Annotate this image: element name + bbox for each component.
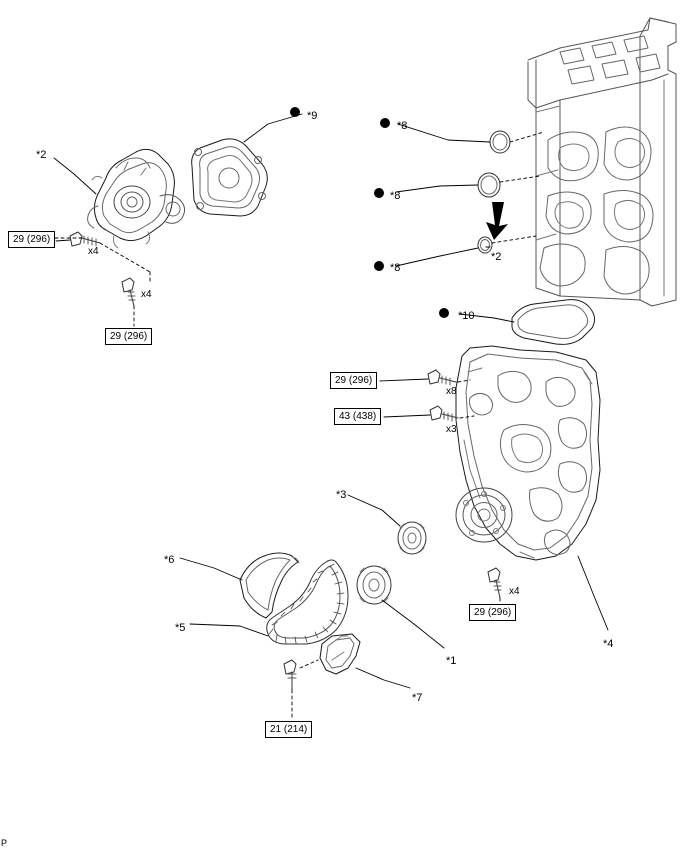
- sprocket-1: [357, 566, 391, 604]
- callout-label-5: *5: [175, 622, 186, 634]
- timing-chain: [267, 560, 348, 644]
- assembly-guide-lines: [54, 132, 544, 720]
- bolt-3: [428, 370, 456, 385]
- water-pump-part: [88, 149, 185, 248]
- bullet-marker-8c: [374, 261, 384, 271]
- callout-label-2: *2: [36, 149, 47, 161]
- torque-box-3: 29 (296): [330, 372, 377, 389]
- callout-label-1: *1: [446, 655, 457, 667]
- page-corner-mark: P: [1, 838, 8, 848]
- torque-box-6: 21 (214): [265, 721, 312, 738]
- torque-box-1: 29 (296): [8, 231, 55, 248]
- water-pump-gasket: [192, 139, 268, 216]
- sprocket-3: [398, 522, 426, 554]
- callout-label-2b: *2: [491, 251, 502, 263]
- bullet-marker-8b: [374, 188, 384, 198]
- bolt-group: [70, 232, 501, 690]
- timing-chain-cover: [456, 346, 600, 560]
- bolt-4: [430, 406, 458, 421]
- chain-damper-6: [240, 553, 299, 618]
- callout-label-6: *6: [164, 554, 175, 566]
- timing-cover-gasket-10: [512, 300, 595, 345]
- callout-label-8a: *8: [397, 120, 408, 132]
- callout-label-4: *4: [603, 638, 614, 650]
- quantity-label-2: x4: [141, 289, 152, 300]
- assembly-arrow: [486, 202, 508, 240]
- bolt-2: [122, 278, 135, 306]
- quantity-label-3: x8: [446, 386, 457, 397]
- callout-label-10: *10: [458, 310, 475, 322]
- callout-label-8b: *8: [390, 190, 401, 202]
- bolt-5: [488, 568, 501, 598]
- quantity-label-1: x4: [88, 246, 99, 257]
- bullet-marker-8a: [380, 118, 390, 128]
- bullet-marker-10: [439, 308, 449, 318]
- bolt-1: [70, 232, 100, 246]
- torque-box-2: 29 (296): [105, 328, 152, 345]
- quantity-label-5: x4: [509, 586, 520, 597]
- bullet-marker-9: [290, 107, 300, 117]
- engine-block-illustration: [528, 18, 676, 306]
- callout-label-3: *3: [336, 489, 347, 501]
- bolt-6: [284, 660, 296, 690]
- torque-box-4: 43 (438): [334, 408, 381, 425]
- torque-box-5: 29 (296): [469, 604, 516, 621]
- chain-tensioner-7: [320, 634, 360, 674]
- callout-label-9: *9: [307, 110, 318, 122]
- quantity-label-4: x3: [446, 424, 457, 435]
- callout-label-7: *7: [412, 692, 423, 704]
- callout-label-8c: *8: [390, 262, 401, 274]
